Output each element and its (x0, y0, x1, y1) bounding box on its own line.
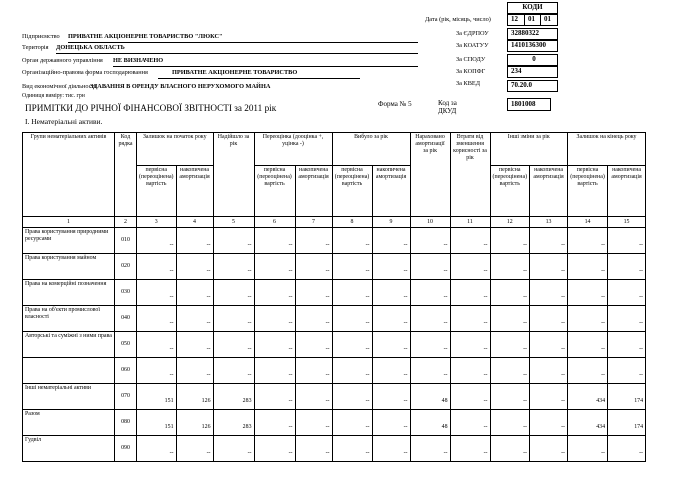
cell-value: -- (490, 254, 530, 280)
th-initial-cost: первісна (переоцінена) вартість (568, 166, 608, 217)
cell-value: 126 (176, 384, 213, 410)
cell-value: -- (490, 280, 530, 306)
row-code: 020 (115, 254, 137, 280)
column-number: 12 (490, 217, 530, 228)
cell-value: -- (608, 332, 646, 358)
spodu-value: 0 (507, 54, 558, 66)
legal-form-label: Організаційно-правова форма господарювання (22, 69, 148, 76)
cell-value: -- (568, 228, 608, 254)
cell-value: -- (332, 358, 372, 384)
cell-value: -- (332, 306, 372, 332)
row-name: Права на об'єкти промислової власності (23, 306, 115, 332)
row-code: 030 (115, 280, 137, 306)
cell-value: -- (254, 254, 295, 280)
cell-value: -- (530, 358, 568, 384)
cell-value: 151 (137, 384, 177, 410)
cell-value: -- (530, 410, 568, 436)
cell-value: -- (608, 280, 646, 306)
territory-value: ДОНЕЦЬКА ОБЛАСТЬ (56, 44, 125, 51)
enterprise-value: ПРИВАТНЕ АКЦІОНЕРНЕ ТОВАРИСТВО "ЛЮКС" (68, 33, 223, 40)
cell-value: -- (176, 280, 213, 306)
cell-value: -- (568, 358, 608, 384)
cell-value: -- (372, 254, 410, 280)
column-number: 15 (608, 217, 646, 228)
date-day: 01 (540, 14, 558, 26)
cell-value: -- (490, 306, 530, 332)
cell-value: -- (410, 436, 450, 462)
kved-value: 70.20.0 (507, 80, 558, 92)
column-number: 14 (568, 217, 608, 228)
edrpou-value: 32880322 (507, 28, 558, 40)
cell-value: -- (410, 254, 450, 280)
table-row (23, 254, 646, 280)
cell-value: 151 (137, 410, 177, 436)
page-title: ПРИМІТКИ ДО РІЧНОЇ ФІНАНСОВОЇ ЗВІТНОСТІ за 2011 рік (25, 103, 277, 113)
cell-value: -- (372, 410, 410, 436)
gov-label: Орган державного управління (22, 57, 103, 64)
cell-value: -- (450, 254, 490, 280)
kopfg-value: 234 (507, 66, 558, 78)
cell-value: -- (530, 332, 568, 358)
cell-value: -- (372, 332, 410, 358)
row-code: 070 (115, 384, 137, 410)
cell-value: -- (254, 358, 295, 384)
cell-value: -- (176, 358, 213, 384)
cell-value: -- (213, 436, 254, 462)
column-number: 4 (176, 217, 213, 228)
column-number: 8 (332, 217, 372, 228)
table-row (23, 332, 646, 358)
cell-value: -- (137, 436, 177, 462)
cell-value: -- (608, 436, 646, 462)
kved-label: За КВЕД (456, 80, 481, 87)
territory-label: Територія (22, 44, 49, 51)
column-number: 11 (450, 217, 490, 228)
cell-value: -- (490, 358, 530, 384)
cell-value: -- (568, 306, 608, 332)
th-end-balance: Залишок на кінець року (568, 133, 646, 166)
date-month: 01 (524, 14, 541, 26)
cell-value: -- (254, 410, 295, 436)
cell-value: -- (372, 384, 410, 410)
table-row (23, 306, 646, 332)
cell-value: -- (450, 358, 490, 384)
column-number: 9 (372, 217, 410, 228)
cell-value: -- (176, 228, 213, 254)
cell-value: -- (254, 384, 295, 410)
column-number: 3 (137, 217, 177, 228)
table-row (23, 358, 646, 384)
cell-value: 283 (213, 384, 254, 410)
cell-value: -- (137, 358, 177, 384)
cell-value: -- (608, 358, 646, 384)
cell-value: -- (450, 410, 490, 436)
cell-value: -- (450, 332, 490, 358)
row-code: 060 (115, 358, 137, 384)
th-amortization: Нараховано амортизації за рік (410, 133, 450, 217)
cell-value: -- (332, 332, 372, 358)
cell-value: 174 (608, 410, 646, 436)
cell-value: 48 (410, 410, 450, 436)
th-initial-cost: первісна (переоцінена) вартість (332, 166, 372, 217)
koatuu-value: 1410136300 (507, 40, 558, 52)
row-name: Разом (23, 410, 115, 436)
cell-value: -- (254, 332, 295, 358)
cell-value: -- (450, 306, 490, 332)
cell-value: -- (530, 228, 568, 254)
cell-value: -- (254, 228, 295, 254)
cell-value: -- (295, 384, 332, 410)
row-name: Права користування майном (23, 254, 115, 280)
cell-value: -- (295, 410, 332, 436)
th-code: Код рядка (115, 133, 137, 217)
cell-value: -- (254, 436, 295, 462)
row-name: Права користування природними ресурсами (23, 228, 115, 254)
th-initial-cost: первісна (переоцінена) вартість (254, 166, 295, 217)
dkud-value: 1801008 (507, 98, 551, 111)
cell-value: -- (490, 384, 530, 410)
th-initial-cost: первісна (переоцінена) вартість (490, 166, 530, 217)
row-code: 090 (115, 436, 137, 462)
cell-value: -- (568, 254, 608, 280)
table-row (23, 384, 646, 410)
cell-value: -- (530, 436, 568, 462)
column-number: 1 (23, 217, 115, 228)
cell-value: -- (450, 280, 490, 306)
column-number: 10 (410, 217, 450, 228)
th-group: Групи нематеріальних активів (23, 133, 115, 217)
date-year: 12 (507, 14, 525, 26)
column-number: 6 (254, 217, 295, 228)
cell-value: -- (295, 228, 332, 254)
kopfg-label: За КОПФГ (456, 68, 486, 75)
cell-value: -- (295, 306, 332, 332)
cell-value: -- (332, 384, 372, 410)
table-row (23, 436, 646, 462)
cell-value: -- (490, 410, 530, 436)
cell-value: -- (530, 306, 568, 332)
enterprise-label: Підприємство (22, 33, 60, 40)
legal-form-value: ПРИВАТНЕ АКЦІОНЕРНЕ ТОВАРИСТВО (172, 69, 298, 76)
cell-value: -- (213, 280, 254, 306)
cell-value: 283 (213, 410, 254, 436)
cell-value: -- (137, 280, 177, 306)
row-code: 040 (115, 306, 137, 332)
kody-header: КОДИ (507, 2, 558, 14)
cell-value: -- (372, 228, 410, 254)
th-accum-amort: накопичена амортизація (372, 166, 410, 217)
th-accum-amort: накопичена амортизація (530, 166, 568, 217)
koatuu-label: За КОАТУУ (456, 42, 489, 49)
column-number: 7 (295, 217, 332, 228)
activity-label: Вид економічної діяльності (22, 83, 97, 90)
cell-value: -- (137, 306, 177, 332)
th-received: Надійшло за рік (213, 133, 254, 217)
cell-value: -- (332, 410, 372, 436)
cell-value: -- (490, 228, 530, 254)
unit-label: Одиниця виміру: тис. грн (22, 93, 85, 99)
cell-value: -- (568, 332, 608, 358)
gov-value: НЕ ВИЗНАЧЕНО (113, 57, 164, 64)
cell-value: -- (530, 280, 568, 306)
cell-value: 434 (568, 410, 608, 436)
cell-value: -- (450, 228, 490, 254)
th-other-changes: Інші зміни за рік (490, 133, 568, 166)
date-label: Дата (рік, місяць, число) (425, 16, 491, 23)
table-row (23, 228, 646, 254)
cell-value: -- (295, 254, 332, 280)
column-number: 13 (530, 217, 568, 228)
cell-value: -- (213, 228, 254, 254)
intangible-assets-table (22, 132, 646, 462)
cell-value: -- (410, 332, 450, 358)
cell-value: -- (176, 332, 213, 358)
row-name: Гудвіл (23, 436, 115, 462)
th-disposed: Вибуло за рік (332, 133, 410, 166)
cell-value: -- (176, 254, 213, 280)
cell-value: -- (254, 280, 295, 306)
cell-value: -- (295, 358, 332, 384)
cell-value: -- (530, 384, 568, 410)
row-name (23, 358, 115, 384)
table-row (23, 280, 646, 306)
cell-value: -- (137, 228, 177, 254)
dkud-label: Код за ДКУД (438, 99, 457, 115)
row-code: 010 (115, 228, 137, 254)
cell-value: -- (332, 280, 372, 306)
th-initial-cost: первісна (переоцінена) вартість (137, 166, 177, 217)
cell-value: -- (608, 228, 646, 254)
cell-value: -- (176, 306, 213, 332)
form-label: Форма № 5 (378, 100, 412, 108)
cell-value: -- (137, 254, 177, 280)
cell-value: 434 (568, 384, 608, 410)
spodu-label: За СПОДУ (456, 56, 486, 63)
cell-value: 126 (176, 410, 213, 436)
cell-value: -- (608, 254, 646, 280)
section-title: I. Нематеріальні активи. (25, 117, 103, 126)
cell-value: -- (295, 436, 332, 462)
row-name: Права на комерційні позначення (23, 280, 115, 306)
th-impairment: Втрати від зменшення корисності за рік (450, 133, 490, 217)
cell-value: -- (530, 254, 568, 280)
cell-value: -- (410, 228, 450, 254)
cell-value: -- (254, 306, 295, 332)
cell-value: -- (176, 436, 213, 462)
row-name: Інші нематеріальні активи (23, 384, 115, 410)
row-name: Авторські та суміжні з ними права (23, 332, 115, 358)
cell-value: -- (372, 436, 410, 462)
cell-value: -- (213, 254, 254, 280)
column-number: 5 (213, 217, 254, 228)
cell-value: -- (332, 436, 372, 462)
cell-value: -- (213, 358, 254, 384)
cell-value: -- (490, 436, 530, 462)
cell-value: -- (568, 436, 608, 462)
cell-value: -- (295, 280, 332, 306)
cell-value: 174 (608, 384, 646, 410)
th-accum-amort: накопичена амортизація (608, 166, 646, 217)
cell-value: -- (450, 384, 490, 410)
row-code: 050 (115, 332, 137, 358)
cell-value: -- (410, 358, 450, 384)
cell-value: -- (410, 280, 450, 306)
activity-value: ЗДАВАННЯ В ОРЕНДУ ВЛАСНОГО НЕРУХОМОГО МАЙНА (90, 83, 271, 90)
cell-value: -- (372, 280, 410, 306)
table-row (23, 410, 646, 436)
cell-value: -- (332, 228, 372, 254)
cell-value: -- (490, 332, 530, 358)
th-revaluation: Переоцінка (дооцінка +, уцінка -) (254, 133, 332, 166)
cell-value: -- (332, 254, 372, 280)
edrpou-label: За ЄДРПОУ (456, 30, 489, 37)
cell-value: -- (410, 306, 450, 332)
th-accum-amort: накопичена амортизація (295, 166, 332, 217)
cell-value: -- (568, 280, 608, 306)
cell-value: -- (608, 306, 646, 332)
th-accum-amort: накопичена амортизація (176, 166, 213, 217)
cell-value: -- (137, 332, 177, 358)
cell-value: -- (372, 358, 410, 384)
cell-value: -- (213, 306, 254, 332)
row-code: 080 (115, 410, 137, 436)
cell-value: -- (213, 332, 254, 358)
column-number: 2 (115, 217, 137, 228)
th-start-balance: Залишок на початок року (137, 133, 214, 166)
cell-value: -- (372, 306, 410, 332)
cell-value: -- (295, 332, 332, 358)
cell-value: -- (450, 436, 490, 462)
cell-value: 48 (410, 384, 450, 410)
